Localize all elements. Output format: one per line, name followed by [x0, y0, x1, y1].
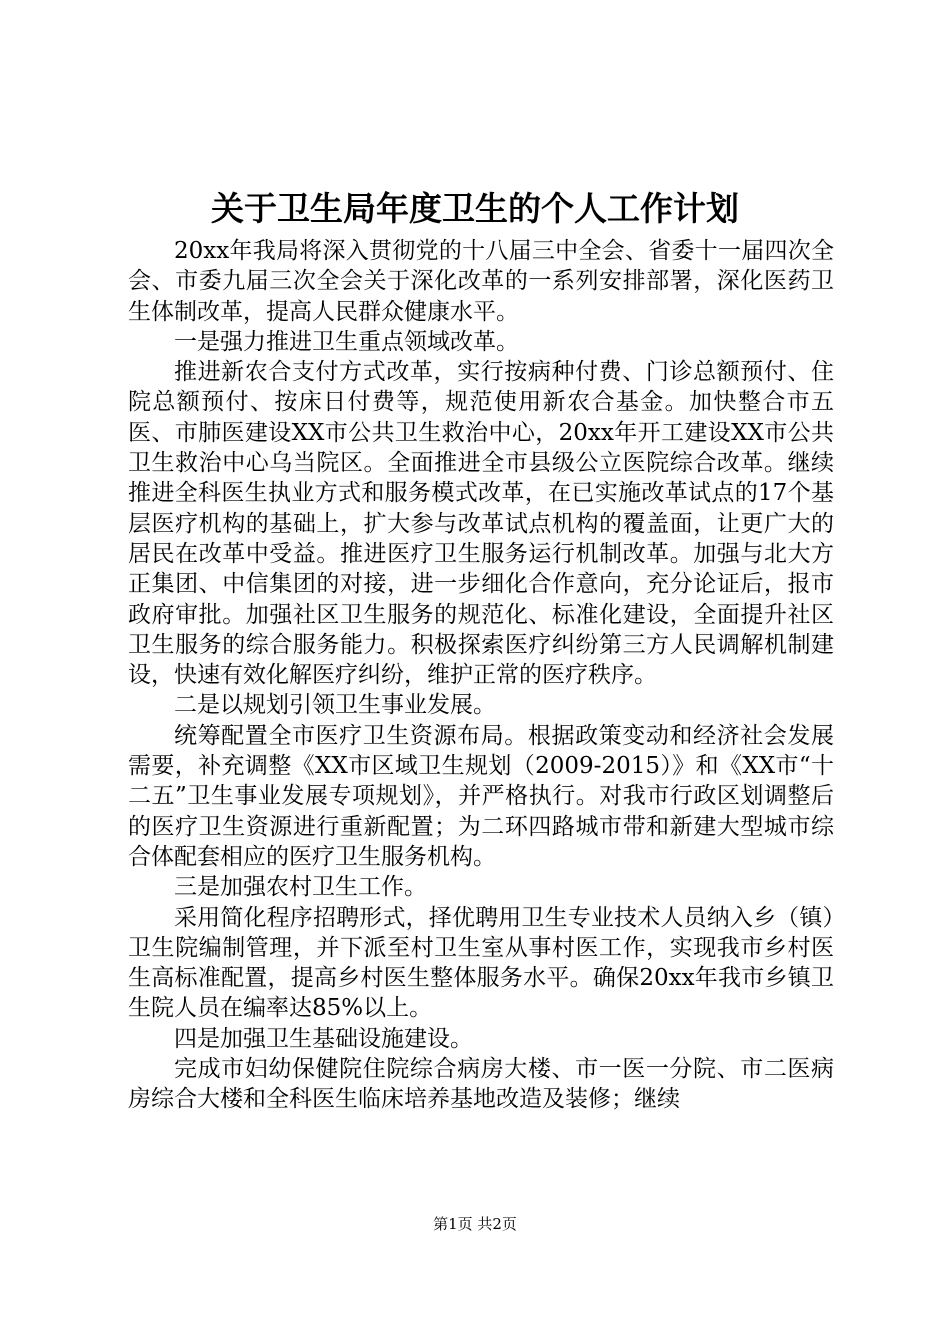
paragraph-infrastructure: 完成市妇幼保健院住院综合病房大楼、市一医一分院、市二医病房综合大楼和全科医生临床培养基地改造及装修；继续	[128, 1056, 834, 1113]
paragraph-heading-3: 三是加强农村卫生工作。	[174, 874, 427, 901]
paragraph-planning: 统筹配置全市医疗卫生资源布局。根据政策变动和经济社会发展需要，补充调整《XX市区域卫生规划（2009-2015）》和《XX市“十二五”卫生事业发展专项规划》，并严格执行。对我市行政区划调整后的医疗卫生资源进行重新配置；为二环四路城市带和新建大型城市综合体配套相应的医疗卫生服务机构。	[128, 722, 834, 870]
document-body	[128, 236, 834, 1115]
paragraph-heading-2: 二是以规划引领卫生事业发展。	[174, 692, 496, 719]
page-number-footer: 第1页 共2页	[433, 1215, 517, 1233]
paragraph-heading-4: 四是加强卫生基础设施建设。	[174, 1025, 473, 1052]
paragraph-intro: 20xx年我局将深入贯彻党的十八届三中全会、省委十一届四次全会、市委九届三次全会关于深化改革的一系列安排部署，深化医药卫生体制改革，提高人民群众健康水平。	[128, 238, 834, 325]
document-title: 关于卫生局年度卫生的个人工作计划	[211, 189, 739, 228]
paragraph-reform: 推进新农合支付方式改革，实行按病种付费、门诊总额预付、住院总额预付、按床日付费等，规范使用新农合基金。加快整合市五医、市肺医建设XX市公共卫生救治中心，20xx年开工建设XX市公共卫生救治中心乌当院区。全面推进全市县级公立医院综合改革。继续推进全科医生执业方式和服务模式改革，在已实施改革试点的17个基层医疗机构的基础上，扩大参与改革试点机构的覆盖面，让更广大的居民在改革中受益。推进医疗卫生服务运行机制改革。加强与北大方正集团、中信集团的对接，进一步细化合作意向，充分论证后，报市政府审批。加强社区卫生服务的规范化、标准化建设，全面提升社区卫生服务的综合服务能力。积极探索医疗纠纷第三方人民调解机制建设，快速有效化解医疗纠纷，维护正常的医疗秩序。	[128, 359, 834, 689]
paragraph-heading-1: 一是强力推进卫生重点领域改革。	[174, 328, 519, 355]
paragraph-rural: 采用简化程序招聘形式，择优聘用卫生专业技术人员纳入乡（镇）卫生院编制管理，并下派至村卫生室从事村医工作，实现我市乡村医生高标准配置，提高乡村医生整体服务水平。确保20xx年我市乡镇卫生院人员在编率达85%以上。	[128, 904, 834, 1022]
